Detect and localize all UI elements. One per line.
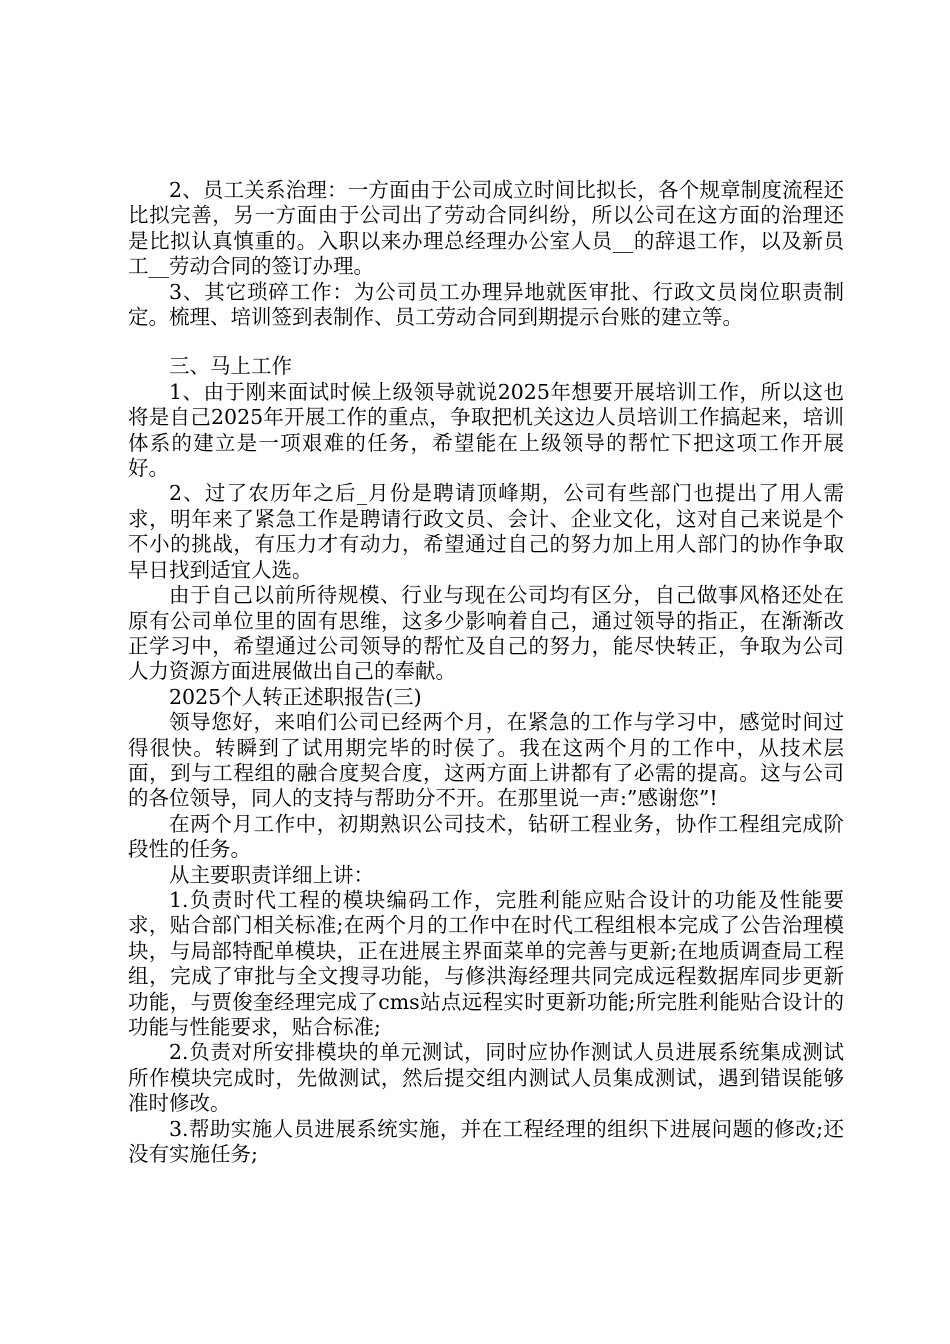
document-body bbox=[128, 178, 844, 1167]
section-heading-upcoming-work: 三、马上工作 bbox=[169, 354, 292, 379]
paragraph-employee-relations: 2、员工关系治理：一方面由于公司成立时间比拟长，各个规章制度流程还比拟完善，另一方面由于公司出了劳动合同纠纷，所以公司在这方面的治理还是比拟认真慎重的。入职以来办理总经理办公室人员__的辞退工作，以及新员工__劳动合同的签订办理。 bbox=[128, 178, 844, 279]
paragraph-two-months-work: 在两个月工作中，初期熟识公司技术，钻研工程业务，协作工程组完成阶段性的任务。 bbox=[128, 811, 844, 862]
paragraph-misc-work: 3、其它琐碎工作：为公司员工办理异地就医审批、行政文员岗位职责制定。梳理、培训签到表制作、员工劳动合同到期提示台账的建立等。 bbox=[128, 279, 844, 330]
paragraph-duty-testing: 2.负责对所安排模块的单元测试，同时应协作测试人员进展系统集成测试所作模块完成时，先做测试，然后提交组内测试人员集成测试，遇到错误能够准时修改。 bbox=[128, 1040, 844, 1116]
paragraph-duties-intro: 从主要职责详细上讲： bbox=[169, 862, 374, 887]
paragraph-greeting: 领导您好，来咱们公司已经两个月，在紧急的工作与学习中，感觉时间过得很快。转瞬到了试用期完毕的时侯了。我在这两个月的工作中，从技术层面，到与工程组的融合度契合度，这两方面上讲都有了必需的提高。这与公司的各位领导，同人的支持与帮助分不开。在那里说一声:”感谢您”! bbox=[128, 710, 844, 811]
paragraph-recruiting-plan: 2、过了农历年之后_月份是聘请顶峰期，公司有些部门也提出了用人需求，明年来了紧急工作是聘请行政文员、会计、企业文化，这对自己来说是个不小的挑战，有压力才有动力，希望通过自己的努力加上用人部门的协作争取早日找到适宜人选。 bbox=[128, 481, 844, 582]
paragraph-duty-implementation: 3.帮助实施人员进展系统实施，并在工程经理的组织下进展问题的修改;还没有实施任务; bbox=[128, 1116, 844, 1167]
report-heading-three: 2025个人转正述职报告(三) bbox=[169, 684, 422, 709]
paragraph-self-reflection: 由于自己以前所待规模、行业与现在公司均有区分，自己做事风格还处在原有公司单位里的固有思维，这多少影响着自己，通过领导的指正，在渐渐改正学习中，希望通过公司领导的帮忙及自己的努力，能尽快转正，争取为公司人力资源方面进展做出自己的奉献。 bbox=[128, 583, 844, 684]
paragraph-training-plan: 1、由于刚来面试时候上级领导就说2025年想要开展培训工作，所以这也将是自己2025年开展工作的重点，争取把机关这边人员培训工作搞起来，培训体系的建立是一项艰难的任务，希望能在上级领导的帮忙下把这项工作开展好。 bbox=[128, 379, 844, 481]
paragraph-duty-coding: 1.负责时代工程的模块编码工作，完胜利能应贴合设计的功能及性能要求，贴合部门相关标准;在两个月的工作中在时代工程组根本完成了公告治理模块，与局部特配单模块，正在进展主界面菜单的完善与更新;在地质调查局工程组，完成了审批与全文搜寻功能，与修洪海经理共同完成远程数据库同步更新功能，与贾俊奎经理完成了cms站点远程实时更新功能;所完胜利能贴合设计的功能与性能要求，贴合标准; bbox=[128, 887, 844, 1039]
